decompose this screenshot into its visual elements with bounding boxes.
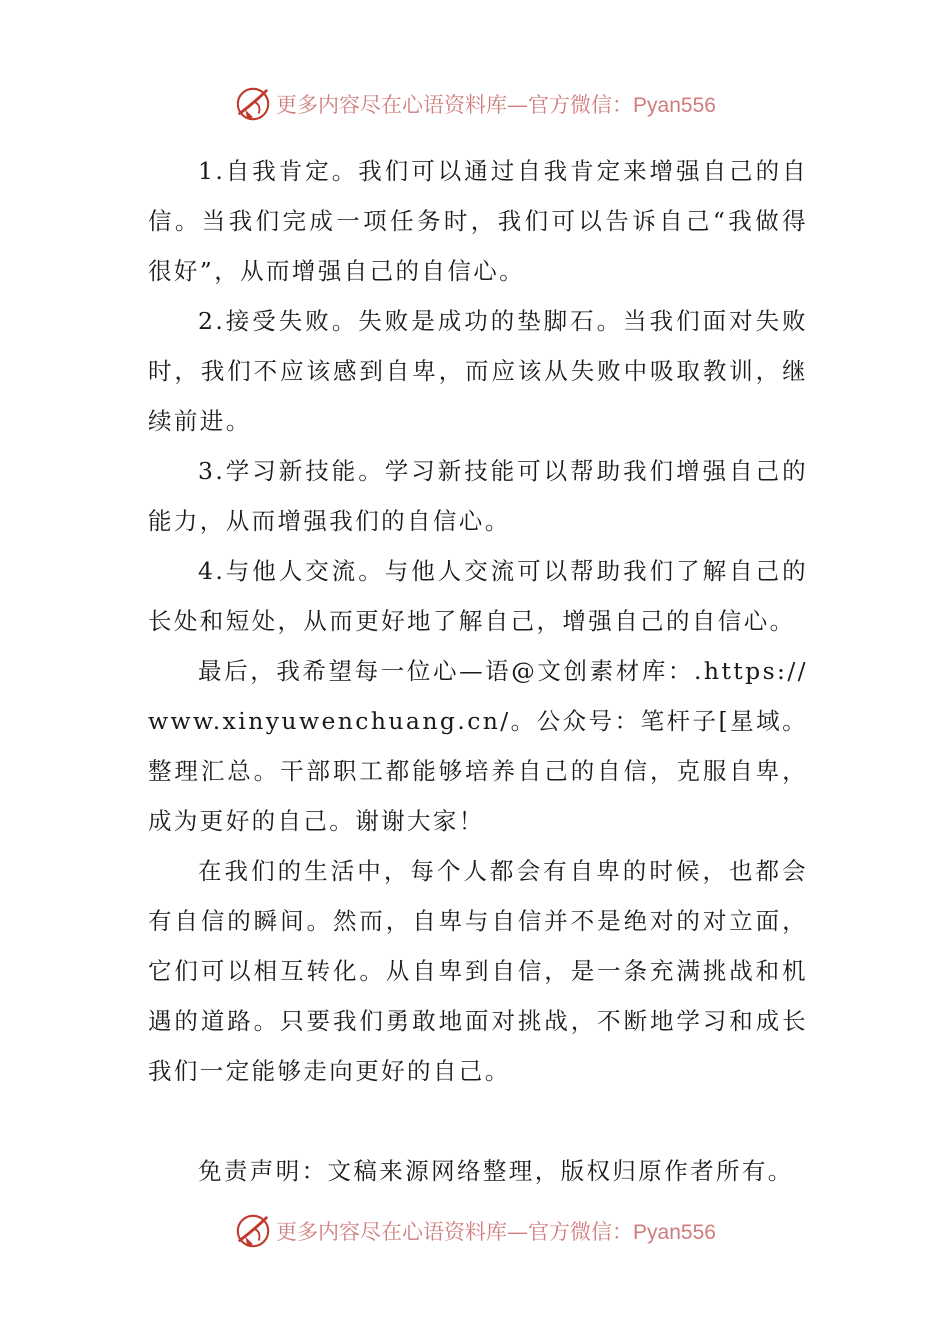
paragraph-6: 在我们的生活中，每个人都会有自卑的时候，也都会有自信的瞬间。然而，自卑与自信并不是绝对的对立面，它们可以相互转化。从自卑到自信，是一条充满挑战和机遇的道路。只要我们勇敢地面对挑战，不断地学习和成长我们一定能够走向更好的自己。 [148, 857, 808, 1085]
banner-text: 更多内容尽在心语资料库—官方微信：Pyan556 [276, 93, 716, 117]
spacer [148, 1096, 808, 1146]
paragraph-5: 最后，我希望每一位心—语@文创素材库：.https://www.xinyuwenchuang.cn/。公众号：笔杆子[星域。整理汇总。干部职工都能够培养自己的自信，克服自卑，成为更好的自己。谢谢大家！ [148, 657, 808, 835]
footer-banner [0, 1209, 950, 1253]
pen-logo-icon [234, 1212, 272, 1250]
paragraph-4: 4.与他人交流。与他人交流可以帮助我们了解自己的长处和短处，从而更好地了解自己，增强自己的自信心。 [148, 557, 808, 635]
disclaimer: 免责声明：文稿来源网络整理，版权归原作者所有。 [198, 1157, 794, 1185]
pen-logo-icon [234, 85, 272, 123]
paragraph-1: 1.自我肯定。我们可以通过自我肯定来增强自己的自信。当我们完成一项任务时，我们可以告诉自己“我做得很好”，从而增强自己的自信心。 [148, 157, 808, 285]
paragraph-3: 3.学习新技能。学习新技能可以帮助我们增强自己的能力，从而增强我们的自信心。 [148, 457, 808, 535]
document-body [148, 146, 808, 1196]
header-banner [0, 82, 950, 126]
banner-text: 更多内容尽在心语资料库—官方微信：Pyan556 [276, 1220, 716, 1244]
paragraph-2: 2.接受失败。失败是成功的垫脚石。当我们面对失败时，我们不应该感到自卑，而应该从失败中吸取教训，继续前进。 [148, 307, 808, 435]
